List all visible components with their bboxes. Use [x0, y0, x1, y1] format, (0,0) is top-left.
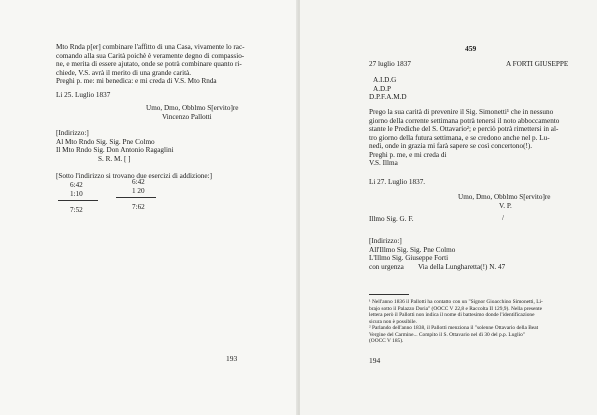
signature-closing: Umo, Dmo, Obblmo S[ervito]re — [458, 193, 551, 201]
signature-name: Vincenzo Pallotti — [162, 112, 212, 121]
editorial-note: [Sotto l'indirizzo si trovano due esercizi di addizione:] — [56, 172, 212, 180]
sum-value: 1 20 — [132, 186, 145, 195]
letter-date: Li 25. Luglio 1837 — [56, 91, 111, 99]
stray-mark: / — [502, 214, 504, 222]
text-line: chiede, V.S. avrà il merito di una grande carità. — [56, 68, 192, 77]
footnote-rule — [369, 294, 409, 295]
address-line: All'Illmo Sig. Sig. Pne Colmo — [369, 245, 456, 254]
sum-rule — [116, 197, 156, 198]
text-line: Preghi p. me, e mi creda di — [369, 150, 447, 159]
letter-number: 459 — [465, 44, 477, 53]
text-line: stante le Prediche del S. Ottavario²; e perciò potrà rimettersi in al- — [369, 125, 559, 133]
address-line: Via della Lungharetta(!) N. 47 — [418, 262, 506, 271]
address-label: [Indirizzo:] — [56, 129, 89, 137]
footnote-line: brajo sotto il Palazzo Doria" (OOCC V 22,8 e Raccolta II 129,9). Nella presente — [369, 305, 542, 312]
sum-value: 1:10 — [70, 189, 83, 198]
text-line: V.S. Illma — [369, 159, 398, 167]
signature-name: V. P. — [499, 201, 512, 210]
sum-value: 6:42 — [70, 181, 83, 189]
footnote-line: (OOCC V 185). — [369, 338, 404, 344]
invocation: D.P.F.A.M.D — [369, 93, 407, 101]
header-title: A FORTI GIUSEPPE — [506, 60, 569, 68]
text-line: nedì, onde in grazia mi farà sapere se così concertono(!). — [369, 142, 533, 150]
address-label: [Indirizzo:] — [369, 237, 402, 245]
header-date: 27 luglio 1837 — [369, 60, 411, 68]
invocation: A.I.D.G — [373, 76, 397, 84]
footnote-line: sicura non è possibile. — [369, 318, 417, 325]
sum-value: 6:42 — [132, 178, 145, 186]
sum-total: 7:62 — [132, 203, 145, 211]
sum-rule — [58, 200, 98, 201]
text-line: ne, e merita di essere ajutato, onde se potrà combinare quanto ri- — [56, 60, 242, 68]
right-page — [300, 0, 597, 415]
address-line: S. R. M. [ ] — [98, 154, 131, 163]
text-line: Prego la sua carità di prevenire il Sig. Simonetti¹ che in nessuno — [369, 108, 554, 116]
footnote-line: ¹ Nell'anno 1836 il Pallotti ha contatto con un "Signor Gioacchino Simonetti, Li- — [369, 299, 543, 305]
recipient: Illmo Sig. G. F. — [369, 215, 414, 223]
text-line: Mto Rnda p[er] combinare l'affitto di una Casa, vivamente lo rac- — [56, 43, 245, 51]
page-number: 193 — [226, 354, 238, 363]
page-number: 194 — [369, 356, 381, 365]
sum-total: 7:52 — [70, 206, 83, 214]
letter-date: Li 27. Luglio 1837. — [369, 178, 426, 186]
text-line: tro giorno della futura settimana, e se credono anche nel p. Lu- — [369, 133, 550, 142]
footnote-line: ² Parlando dell'anno 1838, il Pallotti menziona il "solenne Ottavario della Beat — [369, 325, 539, 331]
text-line: comando alla sua Carità poichè è veramente degno di compassio- — [56, 51, 245, 60]
footnote-line: lettera però il Pallotti non indica il nome di battesimo donde l'identificazione — [369, 312, 535, 318]
address-line: Il Mto Rndo Sig. Don Antonio Ragaglini — [56, 146, 174, 154]
text-line: Preghi p. me: mi benedica: e mi creda di V.S. Mto Rnda — [56, 77, 217, 85]
signature-closing: Umo, Dmo, Obblmo S[ervito]re — [146, 104, 239, 112]
text-line: giorno della corrente settimana potrà tenersi il noto abboccamento — [369, 116, 560, 125]
address-line: L'Illmo Sig. Giuseppe Forti — [369, 254, 449, 262]
invocation: A.D.P — [373, 84, 391, 93]
address-line: Al Mto Rndo Sig. Sig. Pne Colmo — [56, 137, 155, 146]
address-line: con urgenza — [369, 262, 404, 271]
footnote-line: Vergine del Carmine... Compito il S. Ottavario nel dì 30 del p.p. Luglio" — [369, 331, 526, 338]
